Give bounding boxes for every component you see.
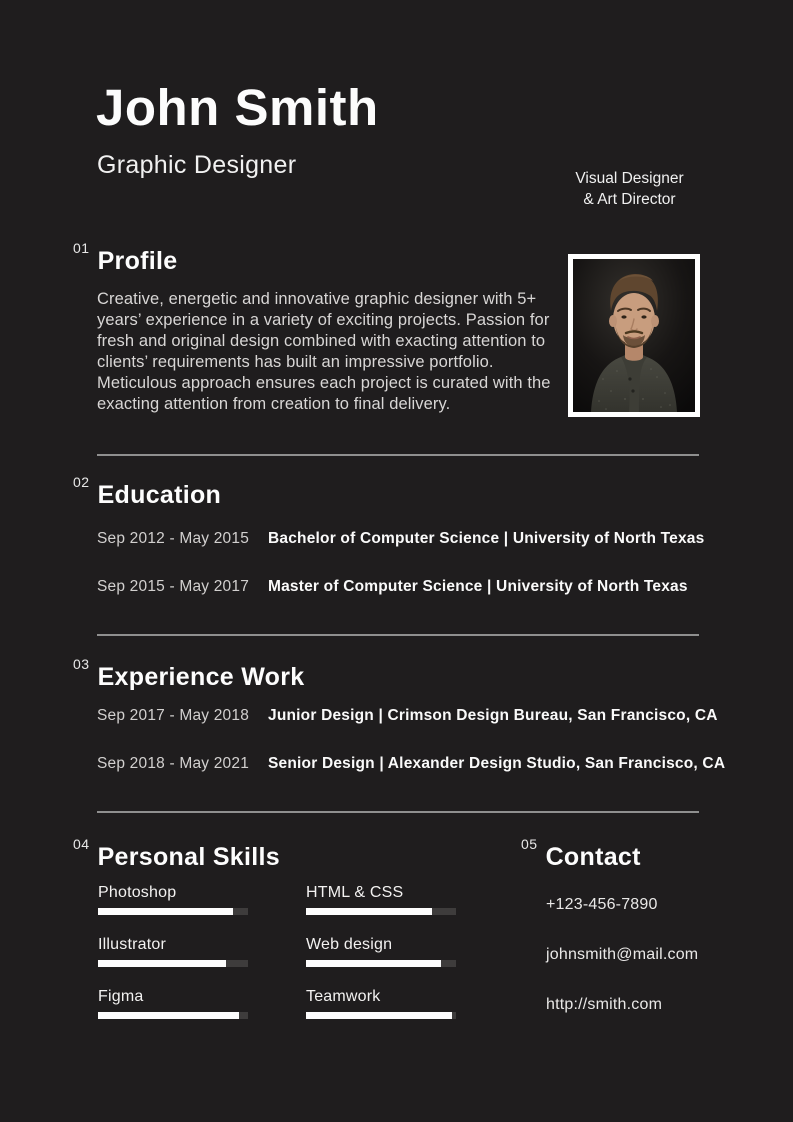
section-title: Personal Skills xyxy=(97,843,280,871)
section-contact-header xyxy=(521,836,641,872)
skill-label: Figma xyxy=(98,988,144,1005)
section-profile-header xyxy=(73,240,177,276)
section-education-header xyxy=(73,474,221,510)
skill-bar-track xyxy=(306,908,456,915)
skill-item xyxy=(98,884,250,915)
tagline-line2: & Art Director xyxy=(583,191,676,208)
skill-label: Web design xyxy=(306,936,393,953)
experience-period: Sep 2017 - May 2018 xyxy=(97,707,250,724)
skill-bar-fill xyxy=(98,908,233,915)
education-row xyxy=(97,530,704,548)
skill-item xyxy=(98,988,250,1019)
skill-label: HTML & CSS xyxy=(306,884,404,901)
education-period: Sep 2015 - May 2017 xyxy=(97,578,250,595)
experience-period: Sep 2018 - May 2021 xyxy=(97,755,250,772)
divider xyxy=(97,811,699,813)
section-title: Profile xyxy=(97,247,178,275)
skill-item xyxy=(306,884,458,915)
experience-description: Senior Design | Alexander Design Studio, San Francisco, CA xyxy=(268,755,726,772)
person-role: Graphic Designer xyxy=(97,151,297,179)
tagline-line1: Visual Designer xyxy=(575,170,684,187)
contact-email: johnsmith@mail.com xyxy=(546,946,699,963)
experience-row xyxy=(97,707,718,725)
skill-bar-track xyxy=(306,960,456,967)
tagline xyxy=(563,168,696,210)
skill-item xyxy=(306,988,458,1019)
experience-row xyxy=(97,755,725,773)
section-number: 03 xyxy=(73,656,90,672)
skill-bar-track xyxy=(98,1012,248,1019)
contact-phone: +123-456-7890 xyxy=(546,896,658,913)
skills-column-right xyxy=(306,884,458,1040)
section-title: Contact xyxy=(545,843,641,871)
divider xyxy=(97,634,699,636)
skill-bar-fill xyxy=(306,908,432,915)
skills-column-left xyxy=(98,884,250,1040)
skill-bar-track xyxy=(98,960,248,967)
profile-text: Creative, energetic and innovative graphic designer with 5+ years’ experience in a variety of exciting projects. Passion for fresh and original design combined with exacting attention to clients’ requirements has built an impressive portfolio. Meticulous approach ensures each project is curated with the exacting attention from creation to final delivery. xyxy=(97,290,551,413)
person-name: John Smith xyxy=(96,79,379,136)
contact-list xyxy=(546,895,698,1045)
profile-photo xyxy=(568,254,700,417)
section-number: 01 xyxy=(73,240,90,256)
skill-bar-fill xyxy=(98,960,226,967)
education-description: Bachelor of Computer Science | University of North Texas xyxy=(268,530,705,547)
section-skills-header xyxy=(73,836,280,872)
section-experience-header xyxy=(73,656,304,692)
education-period: Sep 2012 - May 2015 xyxy=(97,530,250,547)
section-title: Education xyxy=(97,481,222,509)
experience-description: Junior Design | Crimson Design Bureau, San Francisco, CA xyxy=(268,707,718,724)
skill-bar-fill xyxy=(98,1012,239,1019)
skill-label: Teamwork xyxy=(306,988,381,1005)
education-description: Master of Computer Science | University of North Texas xyxy=(268,578,688,595)
skill-bar-fill xyxy=(306,1012,452,1019)
education-row xyxy=(97,578,688,596)
section-number: 04 xyxy=(73,836,90,852)
skill-item xyxy=(306,936,458,967)
skill-label: Illustrator xyxy=(98,936,166,953)
contact-website: http://smith.com xyxy=(546,996,663,1013)
skill-item xyxy=(98,936,250,967)
skill-bar-track xyxy=(306,1012,456,1019)
skill-bar-track xyxy=(98,908,248,915)
section-number: 02 xyxy=(73,474,90,490)
skill-bar-fill xyxy=(306,960,441,967)
divider xyxy=(97,454,699,456)
portrait-illustration xyxy=(573,259,695,412)
skill-label: Photoshop xyxy=(98,884,177,901)
section-title: Experience Work xyxy=(97,663,305,691)
section-number: 05 xyxy=(521,836,538,852)
